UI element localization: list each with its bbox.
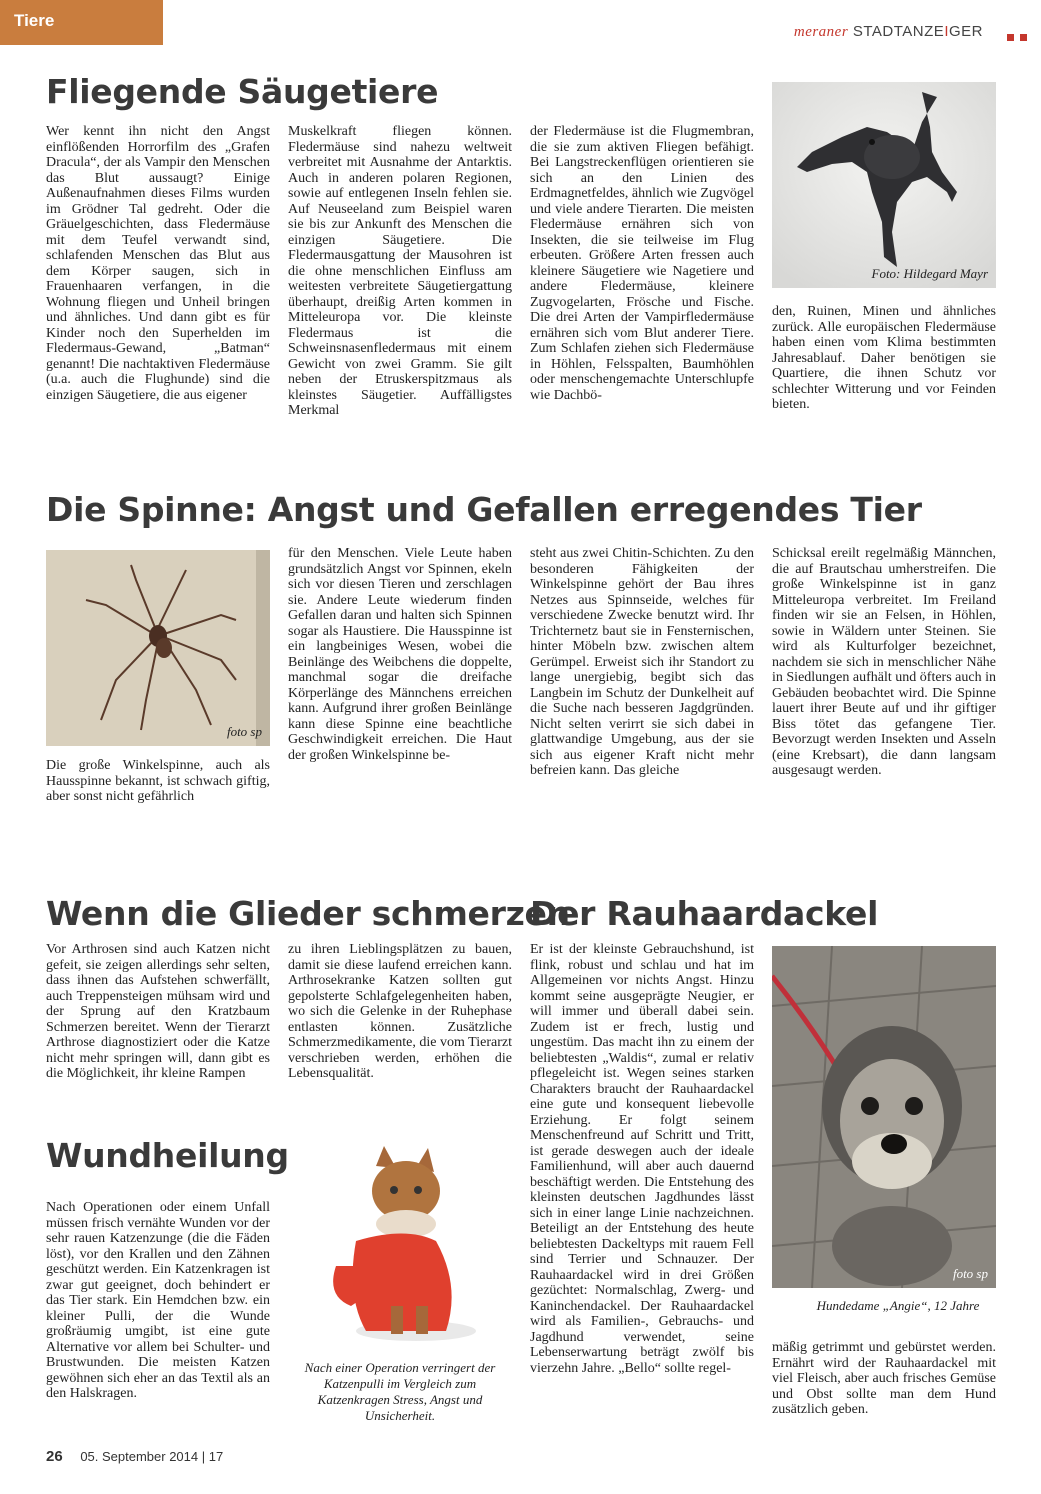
masthead-part: GER [948, 23, 983, 40]
photo-credit: foto sp [226, 724, 262, 739]
article-text-bats-col3: der Fledermäuse ist die Flugmembran, die sie zum aktiven Fliegen befähigt. Bei Langstreckenflügen orientieren sie sich an den Linien des Erdmagnetfeldes, ähnlich wie Zugvögel und viele andere Tierarten. Die meisten Fledermäuse ernähren sich von Insekten, die sie teilweise im Flug erbeuten. Größere Arten fressen auch kleinere Säugetiere wie Nagetiere und andere Fledermäuse, kleinere Zugvogelarten, Frösche und Fische. Die drei Arten der Vampirfledermäuse ernähren sich vom Blut anderer Tiere. Zum Schlafen ziehen sich Fledermäuse in Höhlen, Felsspalten, Baumhöhlen oder menschengemachte Unterschlupfe wie Dachbö- [530, 124, 754, 403]
dog-illustration [772, 946, 996, 1288]
masthead-part: I [944, 23, 949, 40]
section-tab [0, 0, 163, 45]
photo-bat [772, 82, 996, 288]
article-text-spider-col1: Die große Winkelspinne, auch als Hausspinne bekannt, ist schwach giftig, aber sonst nicht gefährlich [46, 758, 270, 804]
masthead-part: STADTANZE [852, 23, 945, 40]
photo-spider [46, 550, 270, 746]
photo-cat [296, 1146, 492, 1346]
article-title-wound: Wundheilung [46, 1136, 289, 1175]
issue-date: 05. September 2014 | 17 [80, 1449, 224, 1464]
page-number: 26 [46, 1448, 63, 1465]
masthead-logo [794, 23, 983, 41]
section-label: Tiere [14, 11, 55, 30]
page-footer [46, 1448, 223, 1465]
bat-illustration [772, 82, 996, 288]
article-title-joints: Wenn die Glieder schmerzen [46, 894, 570, 933]
photo-credit: foto sp [952, 1266, 988, 1281]
article-title-dachshund: Der Rauhaardackel [530, 894, 879, 933]
cat-illustration [296, 1146, 492, 1346]
article-text-bats-col2: Muskelkraft fliegen können. Fledermäuse sind nahezu weltweit verbreitet mit Ausnahme der Antarktis. Auch in anderen polaren Regionen, sowie auf entlegenen Inseln fehlen sie. Auf Neuseeland zum Beispiel waren sie bis zur Ankunft des Menschen die einzigen Säugetiere. Die Fledermausgattung der Mausohren ist die ohne menschlichen Einfluss am weitesten verbreitete Säugetiergattung überhaupt, dreißig Arten kommen in Mitteleuropa vor. Die kleinste Fledermaus ist die Schweinsnasenfledermaus mit einem Gewicht von zwei Gramm. Sie gilt neben der Etruskerspitzmaus als kleinstes Säugetier. Auffälligstes Merkmal [288, 124, 512, 418]
photo-credit: Foto: Hildegard Mayr [871, 266, 988, 281]
article-text-dachshund-col2: mäßig getrimmt und gebürstet werden. Ernährt wird der Rauhaardackel mit viel Fleisch, aber auch frisches Gemüse und Obst sollte man dem Hund zusätzlich geben. [772, 1340, 996, 1417]
masthead-squares [1001, 28, 1027, 46]
masthead-part: meraner [793, 24, 849, 40]
article-text-spider-col3: steht aus zwei Chitin-Schichten. Zu den besonderen Fähigkeiten der Winkelspinne gehört der Bau ihres Netzes aus Spinnseide, welches für verschiedene Zwecke benutzt wird. Ihr Trichternetz baut sie in Fensternischen, hinter Möbeln bzw. zwischen altem Gerümpel. Erweist sich ihr Standort zu lange unergiebig, begibt sich das Langbein im Schutz der Dunkelheit auf die Suche nach besseren Jagdgründen. Nicht selten verirrt sie sich dabei in glattwandige Umgebung, aus der sie sich aus eigener Kraft nicht mehr befreien kann. Das gleiche [530, 546, 754, 778]
article-text-spider-col4: Schicksal ereilt regelmäßig Männchen, die auf Brautschau umherstreifen. Die große Winkelspinne ist in ganz Mitteleuropa verbreitet. Im Freiland finden wir sie an Felsen, in Höhlen, sowie in Wäldern unter Steinen. Sie wird als Kulturfolger bezeichnet, nachdem sie sich in menschlicher Nähe in Siedlungen aufhält und öfters auch in Gebäuden beobachtet wird. Die Spinne lauert ihrer Beute auf und ihr giftiger Biss tötet das gefangene Tier. Bevorzugt werden Insekten und Asseln (eine Krebsart), die dann langsam ausgesaugt werden. [772, 546, 996, 778]
article-text-bats-col1: Wer kennt ihn nicht den Angst einflößenden Horrorfilm des „Grafen Dracula“, der als Vampir den Menschen das Blut aussaugt? Einige Außenaufnahmen dieses Films wurden im Grödner Tal gedreht. Oder die Gräuelgeschichten, dass Fledermäuse mit dem Teufel verwandt sind, schlafenden Menschen das Blut aus dem Körper saugen, sich in Frauenhaaren verfangen, in die Wohnung fliegen und Unheil bringen und ähnliches. Und dann gibt es für Kinder noch den Superhelden im Fledermaus-Gewand, „Batman“ genannt! Die nachtaktiven Fledermäuse (u.a. auch die Flughunde) sind die einzigen Säugetiere, die aus eigener [46, 124, 270, 403]
article-title-bats: Fliegende Säugetiere [46, 72, 439, 111]
article-text-bats-col4: den, Ruinen, Minen und ähnliches zurück. Alle europäischen Fledermäuse haben einen vom Klima bestimmten Jahresablauf. Daher benötigen sie Quartiere, die ihnen Schutz vor schlechter Witterung und vor Feinden bieten. [772, 304, 996, 412]
photo-caption-cat: Nach einer Operation verringert der Katzenpulli im Vergleich zum Katzenkragen Stress, Angst und Unsicherheit. [304, 1360, 496, 1423]
article-title-spider: Die Spinne: Angst und Gefallen erregendes Tier [46, 490, 922, 529]
article-text-wound-col1: Nach Operationen oder einem Unfall müssen frisch vernähte Wunden vor der sehr rauen Katzenzunge (die die Fäden löst), vor den Krallen und den Zähnen geschützt werden. Ein Katzenkragen ist zwar gut geeignet, doch behindert er das Tier stark. Ein Hemdchen bzw. ein kleiner Pulli, der die Wunde großräumig umgibt, ist eine gute Alternative vor allem bei Schulter- und Brustwunden. Die meisten Katzen gewöhnen sich eher an das Textil als an den Halskragen. [46, 1200, 270, 1401]
article-text-spider-col2: für den Menschen. Viele Leute haben grundsätzlich Angst vor Spinnen, ekeln sich vor diesen Tieren und zerschlagen sie. Andere Leute wiederum finden Gefallen daran und halten sich Spinnen sogar als Haustiere. Die Hausspinne ist ein langbeiniges Wesen, wobei die Beinlänge des Weibchens die doppelte, manchmal sogar die dreifache Körperlänge des Männchens erreichen kann. Aufgrund ihrer großen Beinlänge kann diese Spinne eine beachtliche Geschwindigkeit erreichen. Die Haut der großen Winkelspinne be- [288, 546, 512, 763]
photo-dachshund [772, 946, 996, 1288]
article-text-dachshund-col1: Er ist der kleinste Gebrauchshund, ist flink, robust und schlau und hat im Allgemeinen vor nichts Angst. Hinzu kommt seine ausgeprägte Neugier, er will immer und überall dabei sein. Zudem ist er frech, lustig und ungestüm. Das macht ihn zu einem der beliebtesten „Waldis“, zumal er relativ pflegeleicht ist. Wegen seines starken Charakters braucht der Rauhaardackel eine gute und konsequent liebevolle Erziehung. Er folgt seinem Menschenfreund auf Schritt und Tritt, ist gerade deswegen auch der ideale Familienhund, will aber auch dauernd beschäftigt werden. Die Entstehung des kleinsten deutschen Jagdhundes lässt sich in einer lange Linie nachzeichnen. Beteiligt an der Entstehung des heute beliebtesten Dackeltyps mit rauem Fell sind Terrier und Schnauzer. Der Rauhaardackel wird in drei Größen gezüchtet: Normalschlag, Zwerg- und Kaninchendackel. Der Rauhaardackel wird als Familien-, Gebrauchs- und Jagdhund verwendet, seine Lebenserwartung beträgt zwölf bis vierzehn Jahre. „Bello“ sollte regel- [530, 942, 754, 1376]
photo-caption-dachshund: Hundedame „Angie“, 12 Jahre [816, 1298, 980, 1313]
article-text-joints-col1: Vor Arthrosen sind auch Katzen nicht gefeit, sie zeigen allerdings sehr selten, dass ihnen das Aufstehen schwerfällt, auch Treppensteigen mühsam wird und der Sprung auf den Kratzbaum Schmerzen bereitet. Wenn der Tierarzt Arthrose diagnostiziert oder die Katze nicht mehr springen will, dann gibt es die Möglichkeit, ihr kleine Rampen [46, 942, 270, 1081]
spider-illustration [46, 550, 270, 746]
article-text-joints-col2: zu ihren Lieblingsplätzen zu bauen, damit sie diese laufend erreichen kann. Arthrosekranke Katzen sollten gut gepolsterte Schlafgelegenheiten haben, wo sich die Gelenke in der Ruhephase entlasten können. Zusätzliche Schmerzmedikamente, die vom Tierarzt verschrieben werden, erhöhen die Lebensqualität. [288, 942, 512, 1081]
